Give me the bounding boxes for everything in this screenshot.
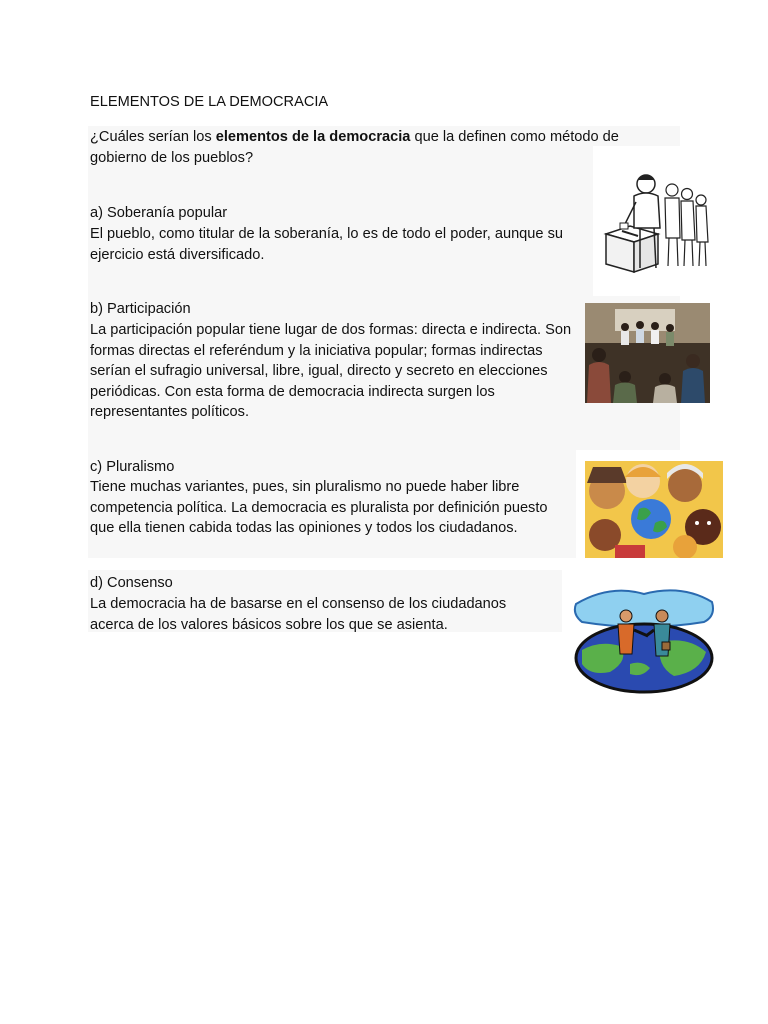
section-body-pluralismo: Tiene muchas variantes, pues, sin pluralismo no puede haber libre competencia política. La democracia es pluralista por definición puesto que ella tienen cabida todas las opiniones y todos los ciudadanos. — [90, 479, 548, 537]
question-prefix: ¿Cuáles serían los — [90, 129, 216, 145]
section-body-participacion: La participación popular tiene lugar de dos formas: directa e indirecta. Son formas directas el referéndum y la iniciativa popular; formas indirectas serían el sufragio universal, libre, igual, directo y secreto en elecciones periódicas. Con esta forma de democracia indirecta surgen los representantes políticos. — [90, 322, 572, 421]
participation-photo — [585, 303, 710, 403]
consensus-illustration — [570, 580, 718, 696]
question-suffix: que la definen como método de gobierno de los pueblos? — [90, 129, 619, 166]
intro-question — [90, 127, 650, 168]
page-title: ELEMENTOS DE LA DEMOCRACIA — [90, 94, 329, 110]
section-heading-consenso: d) Consenso — [90, 575, 173, 591]
section-heading-soberania: a) Soberanía popular — [90, 205, 228, 221]
voting-illustration — [600, 168, 712, 276]
section-heading-participacion: b) Participación — [90, 301, 191, 317]
section-body-consenso: La democracia ha de basarse en el consenso de los ciudadanos acerca de los valores básicos sobre los que se asienta. — [90, 596, 507, 633]
section-body-soberania: El pueblo, como titular de la soberanía, lo es de todo el poder, aunque su ejercicio está diversificado. — [90, 226, 563, 263]
pluralism-illustration — [585, 461, 723, 558]
section-heading-pluralismo: c) Pluralismo — [90, 459, 175, 475]
question-bold: elementos de la democracia — [215, 129, 411, 145]
